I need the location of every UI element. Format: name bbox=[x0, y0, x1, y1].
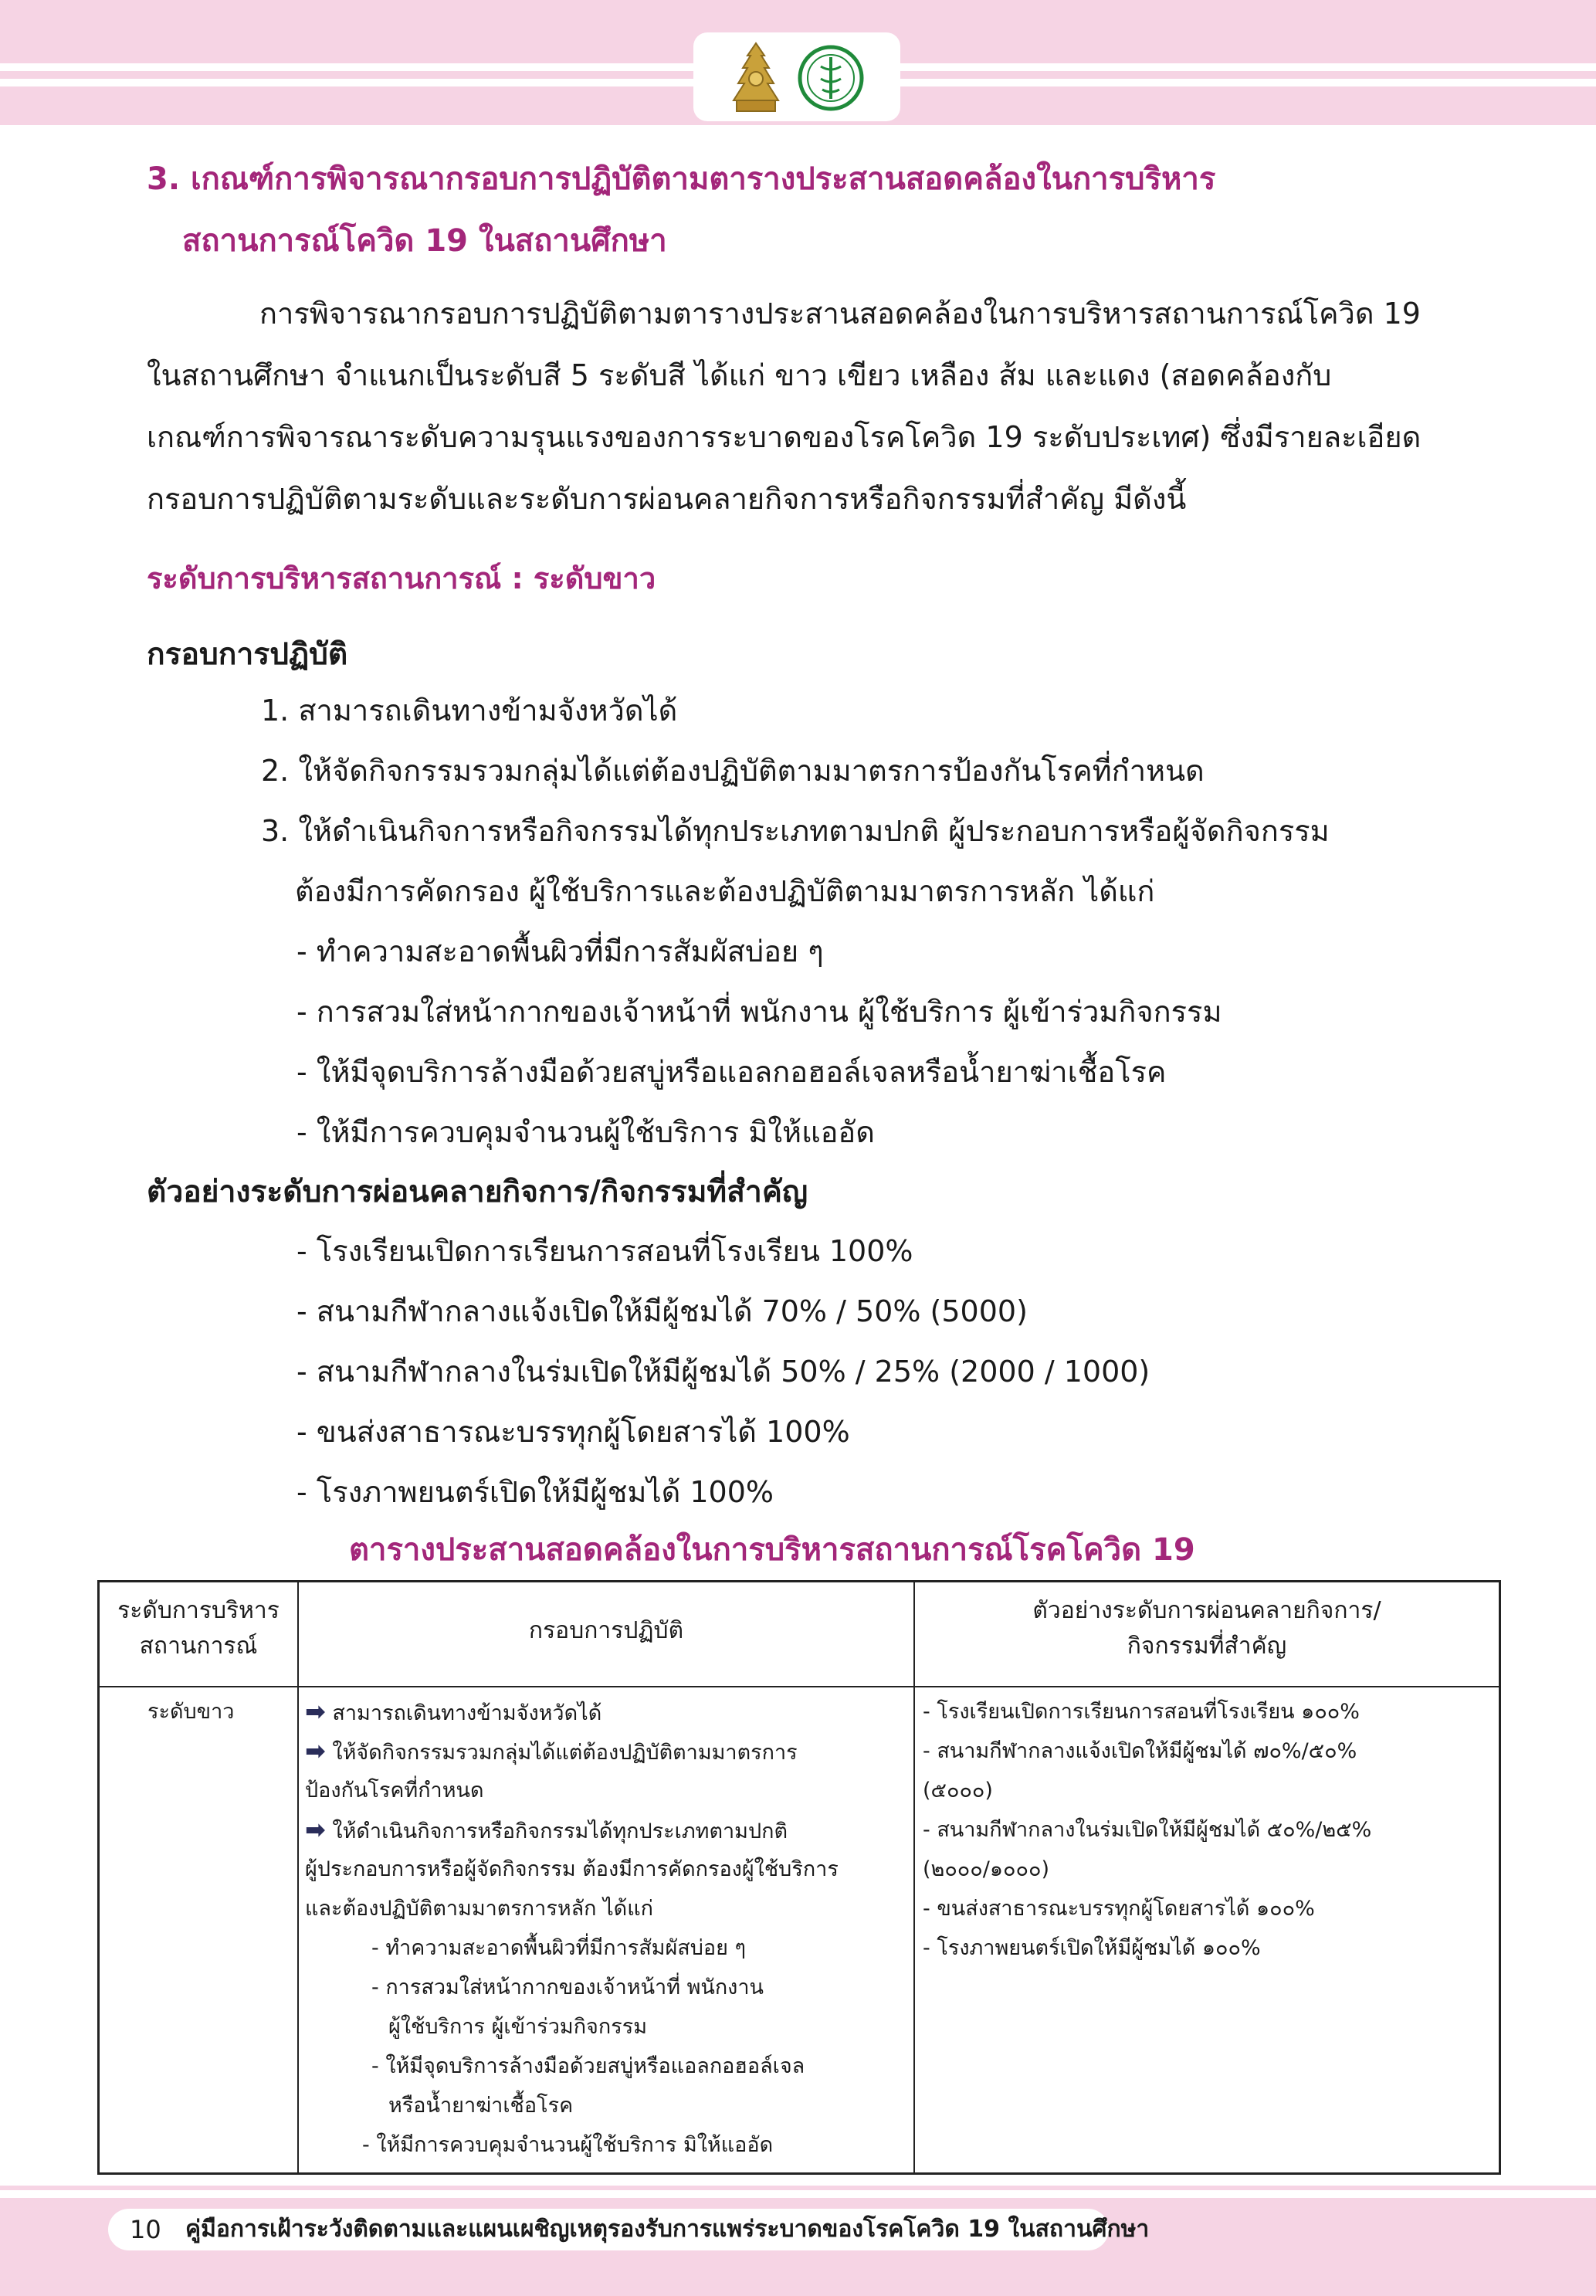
relax-item-2: - สนามกีฬากลางแจ้งเปิดให้มีผู้ชมได้ 70% / 50% (5000) bbox=[296, 1294, 1028, 1328]
arrow-right-icon: ➡ bbox=[305, 1736, 326, 1765]
framework-cell-text-4: ให้ดำเนินกิจการหรือกิจกรรมได้ทุกประเภทตามปกติ bbox=[332, 1820, 788, 1843]
table-framework-line-7: - ทำความสะอาดพื้นผิวที่มีการสัมผัสบ่อย ๆ bbox=[371, 1936, 747, 1960]
relax-item-5: - โรงภาพยนตร์เปิดให้มีผู้ชมได้ 100% bbox=[296, 1475, 774, 1509]
relax-item-4: - ขนส่งสาธารณะบรรทุกผู้โดยสารได้ 100% bbox=[296, 1415, 850, 1449]
table-relax-line-1: - โรงเรียนเปิดการเรียนการสอนที่โรงเรียน ๑๐๐% bbox=[923, 1700, 1360, 1724]
intro-line-2: ในสถานศึกษา จำแนกเป็นระดับสี 5 ระดับสี ได้แก่ ขาว เขียว เหลือง ส้ม และแดง (สอดคล้องกับ bbox=[147, 358, 1332, 392]
page-number: 10 bbox=[130, 2215, 161, 2244]
framework-item-2: 2. ให้จัดกิจกรรมรวมกลุ่มได้แต่ต้องปฏิบัติตามมาตรการป้องกันโรคที่กำหนด bbox=[261, 754, 1205, 788]
footer-stripe bbox=[0, 2186, 1596, 2190]
table-framework-line-2 bbox=[305, 1731, 798, 1772]
table-cell-level: ระดับขาว bbox=[147, 1700, 235, 1724]
table-relax-line-3: (๕๐๐๐) bbox=[923, 1779, 993, 1803]
table-relax-line-4: - สนามกีฬากลางในร่มเปิดให้มีผู้ชมได้ ๕๐%/๒๕% bbox=[923, 1818, 1372, 1842]
table-framework-line-8: - การสวมใส่หน้ากากของเจ้าหน้าที่ พนักงาน bbox=[371, 1976, 764, 1999]
header-relax-line1: ตัวอย่างระดับการผ่อนคลายกิจการ/ bbox=[1032, 1597, 1381, 1624]
header-level-line1: ระดับการบริหาร bbox=[117, 1597, 280, 1624]
header-relax-line2: กิจกรรมที่สำคัญ bbox=[1127, 1633, 1287, 1660]
framework-cell-text-2: ให้จัดกิจกรรมรวมกลุ่มได้แต่ต้องปฏิบัติตามมาตรการ bbox=[332, 1741, 798, 1765]
table-framework-line-12: - ให้มีการควบคุมจำนวนผู้ใช้บริการ มิให้แออัด bbox=[362, 2133, 774, 2157]
framework-subitem-1: - ทำความสะอาดพื้นผิวที่มีการสัมผัสบ่อย ๆ bbox=[296, 934, 824, 968]
framework-subitem-3: - ให้มีจุดบริการล้างมือด้วยสบู่หรือแอลกอฮอล์เจลหรือน้ำยาฆ่าเชื้อโรค bbox=[296, 1055, 1167, 1089]
table-col-divider-2 bbox=[913, 1582, 915, 2172]
table-framework-line-5: ผู้ประกอบการหรือผู้จัดกิจกรรม ต้องมีการคัดกรองผู้ใช้บริการ bbox=[305, 1857, 839, 1881]
level-heading: ระดับการบริหารสถานการณ์ : ระดับขาว bbox=[147, 561, 656, 595]
table-framework-line-4 bbox=[305, 1810, 788, 1851]
framework-subitem-2: - การสวมใส่หน้ากากของเจ้าหน้าที่ พนักงาน ผู้ใช้บริการ ผู้เข้าร่วมกิจกรรม bbox=[296, 995, 1222, 1029]
table-relax-line-5: (๒๐๐๐/๑๐๐๐) bbox=[923, 1857, 1049, 1881]
framework-item-1: 1. สามารถเดินทางข้ามจังหวัดได้ bbox=[261, 694, 678, 727]
table-framework-line-10: - ให้มีจุดบริการล้างมือด้วยสบู่หรือแอลกอฮอล์เจล bbox=[371, 2054, 805, 2078]
intro-line-3: เกณฑ์การพิจารณาระดับความรุนแรงของการระบาดของโรคโควิด 19 ระดับประเทศ) ซึ่งมีรายละเอียด bbox=[147, 420, 1421, 454]
table-header-framework: กรอบการปฏิบัติ bbox=[528, 1617, 684, 1644]
framework-cell-text-1: สามารถเดินทางข้ามจังหวัดได้ bbox=[332, 1701, 602, 1725]
logo-container bbox=[693, 32, 900, 121]
section-heading-line1: 3. เกณฑ์การพิจารณากรอบการปฏิบัติตามตารางประสานสอดคล้องในการบริหาร bbox=[147, 161, 1216, 197]
header-level-line2: สถานการณ์ bbox=[139, 1633, 258, 1660]
intro-line-1: การพิจารณากรอบการปฏิบัติตามตารางประสานสอดคล้องในการบริหารสถานการณ์โควิด 19 bbox=[259, 297, 1421, 331]
ministry-public-health-emblem-icon bbox=[798, 45, 864, 111]
section-heading-line2: สถานการณ์โควิด 19 ในสถานศึกษา bbox=[182, 223, 667, 259]
framework-heading: กรอบการปฏิบัติ bbox=[147, 637, 348, 672]
table-header-relax bbox=[915, 1593, 1499, 1664]
table-col-divider-1 bbox=[297, 1582, 299, 2172]
arrow-right-icon: ➡ bbox=[305, 1697, 326, 1726]
coordination-table bbox=[97, 1580, 1501, 2175]
table-framework-line-6: และต้องปฏิบัติตามมาตรการหลัก ได้แก่ bbox=[305, 1897, 653, 1921]
framework-item-3-cont: ต้องมีการคัดกรอง ผู้ใช้บริการและต้องปฏิบัติตามมาตรการหลัก ได้แก่ bbox=[295, 874, 1155, 908]
table-relax-line-2: - สนามกีฬากลางแจ้งเปิดให้มีผู้ชมได้ ๗๐%/๕๐% bbox=[923, 1739, 1357, 1763]
relax-item-1: - โรงเรียนเปิดการเรียนการสอนที่โรงเรียน 100% bbox=[296, 1234, 913, 1268]
intro-line-4: กรอบการปฏิบัติตามระดับและระดับการผ่อนคลายกิจการหรือกิจกรรมที่สำคัญ มีดังนี้ bbox=[147, 482, 1187, 516]
table-header-level bbox=[100, 1593, 297, 1664]
table-framework-line-1 bbox=[305, 1692, 601, 1733]
table-relax-line-7: - โรงภาพยนตร์เปิดให้มีผู้ชมได้ ๑๐๐% bbox=[923, 1936, 1261, 1960]
table-header-divider bbox=[100, 1686, 1499, 1687]
table-title: ตารางประสานสอดคล้องในการบริหารสถานการณ์โรคโควิด 19 bbox=[349, 1532, 1195, 1568]
framework-subitem-4: - ให้มีการควบคุมจำนวนผู้ใช้บริการ มิให้แออัด bbox=[296, 1115, 875, 1149]
arrow-right-icon: ➡ bbox=[305, 1815, 326, 1844]
framework-item-3: 3. ให้ดำเนินกิจการหรือกิจกรรมได้ทุกประเภทตามปกติ ผู้ประกอบการหรือผู้จัดกิจกรรม bbox=[261, 814, 1330, 848]
table-relax-line-6: - ขนส่งสาธารณะบรรทุกผู้โดยสารได้ ๑๐๐% bbox=[923, 1897, 1315, 1921]
ministry-education-emblem-icon bbox=[726, 40, 786, 116]
table-framework-line-11: หรือน้ำยาฆ่าเชื้อโรค bbox=[388, 2094, 574, 2118]
footer-title: คู่มือการเฝ้าระวังติดตามและแผนเผชิญเหตุรองรับการแพร่ระบาดของโรคโควิด 19 ในสถานศึกษา bbox=[185, 2216, 1150, 2243]
table-framework-line-9: ผู้ใช้บริการ ผู้เข้าร่วมกิจกรรม bbox=[388, 2015, 648, 2039]
relax-item-3: - สนามกีฬากลางในร่มเปิดให้มีผู้ชมได้ 50% / 25% (2000 / 1000) bbox=[296, 1355, 1150, 1389]
table-framework-line-3: ป้องกันโรคที่กำหนด bbox=[305, 1779, 484, 1803]
relax-heading: ตัวอย่างระดับการผ่อนคลายกิจการ/กิจกรรมที่สำคัญ bbox=[147, 1175, 808, 1209]
